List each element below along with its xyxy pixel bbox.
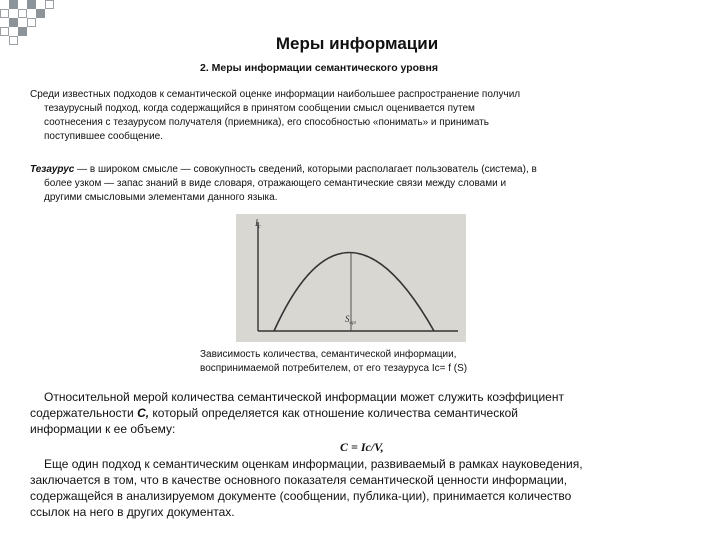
intro-line: поступившее сообщение. — [44, 131, 163, 142]
definition-line: другими смысловыми элементами данного языка. — [44, 192, 278, 203]
semantic-info-curve — [274, 253, 434, 332]
x-optimum-label: $S_{opt}$ — [345, 314, 356, 326]
definition-line: более узком — запас знаний в виде словаря, отражающего семантические связи между словами и — [44, 178, 507, 189]
slide-title: Меры информации — [275, 34, 439, 53]
thesaurus-definition — [30, 163, 680, 205]
body-line: содержательности C, который определяется как отношение количества семантической — [30, 406, 518, 420]
definition-line: — в широком смысле — совокупность сведений, которыми располагает пользователь (система), в — [74, 164, 537, 175]
body-line: ссылок на него в других документах. — [30, 505, 235, 519]
thesaurus-curve-figure — [236, 214, 466, 342]
body-line: заключается в том, что в качестве основного показателя семантической ценности информации, — [30, 473, 568, 487]
body-line: содержащейся в анализируемом документе (сообщении, публика-ции), принимается количество — [30, 489, 572, 503]
body-line: информации к ее объему: — [30, 422, 176, 436]
coefficient-symbol: C, — [137, 406, 150, 420]
slide-subtitle: 2. Меры информации семантического уровня — [200, 62, 438, 74]
intro-paragraph — [30, 88, 650, 144]
content-coefficient-paragraph — [30, 389, 690, 437]
caption-line: Зависимость количества, семантической информации, — [200, 349, 457, 360]
y-axis-label: $I_c$ — [255, 218, 261, 230]
body-line: Еще один подход к семантическим оценкам информации, развиваемый в рамках науковедения, — [44, 457, 583, 471]
curve-plot — [236, 214, 466, 342]
caption-line: воспринимаемой потребителем, от его тезауруса Ic= f (S) — [200, 363, 468, 374]
citation-approach-paragraph — [30, 456, 690, 520]
intro-line: тезаурусный подход, когда содержащийся в принятом сообщении смысл оценивается путем — [44, 103, 475, 114]
body-line: Относительной мерой количества семантической информации может служить коэффициент — [44, 390, 564, 404]
figure-caption — [200, 348, 560, 376]
thesaurus-term: Тезаурус — [30, 164, 75, 175]
intro-line: соотнесения с тезаурусом получателя (приемника), его способностью «понимать» и принимать — [44, 117, 489, 128]
intro-line: Среди известных подходов к семантической оценке информации наибольшее распространение получил — [30, 89, 521, 100]
coefficient-formula: C = Ic/V, — [340, 440, 384, 454]
